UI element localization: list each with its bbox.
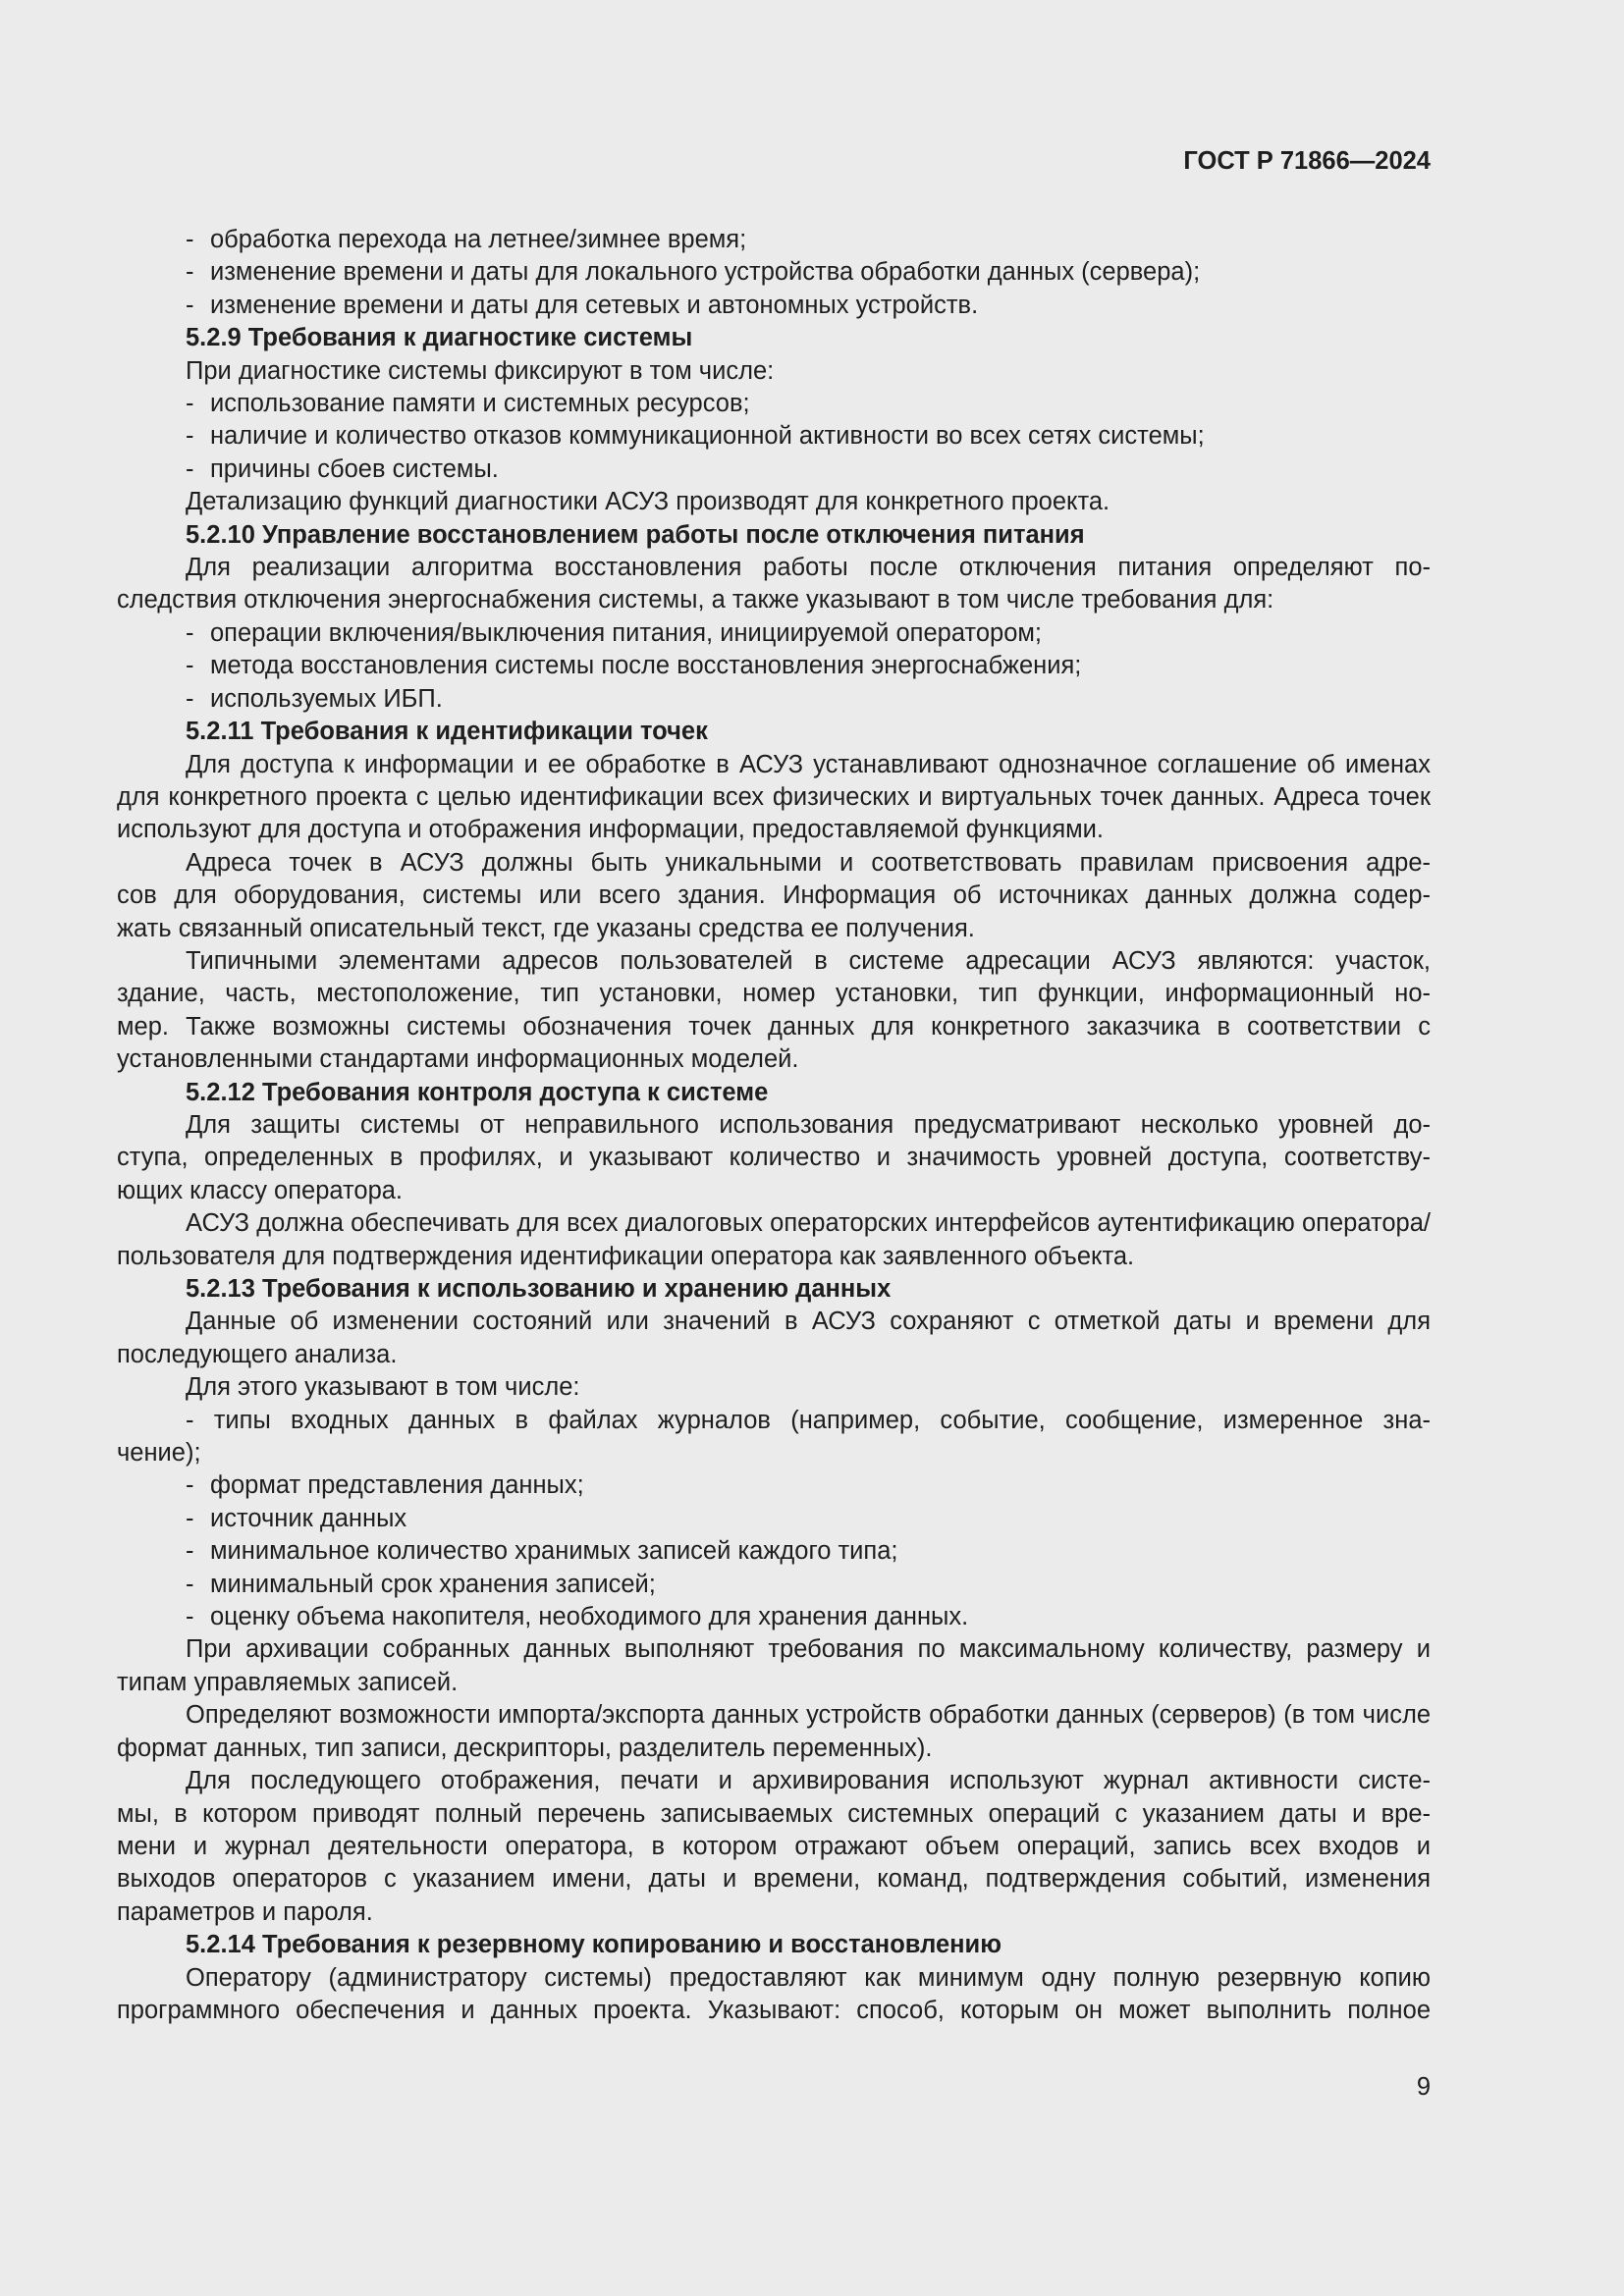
paragraph-line: - типы входных данных в файлах журналов (например, событие, сообщение, измеренное зна- — [186, 1406, 1431, 1434]
list-item: - обработка перехода на летнее/зимнее время; — [186, 226, 747, 253]
paragraph-line: жать связанный описательный текст, где указаны средства ее получения. — [117, 914, 975, 942]
page-number: 9 — [1416, 2073, 1431, 2101]
section-heading: 5.2.14 Требования к резервному копированию и восстановлению — [186, 1931, 1002, 1959]
list-item: - использование памяти и системных ресурсов; — [186, 390, 750, 418]
paragraph-line: ющих классу оператора. — [117, 1176, 404, 1204]
document-body — [117, 224, 1431, 2027]
paragraph-line: Типичными элементами адресов пользователей в системе адресации АСУЗ являются: участок, — [186, 946, 1431, 975]
paragraph-line: мер. Также возможны системы обозначения точек данных для конкретного заказчика в соответствии с установленными стандартами информационных моделей. — [117, 1012, 1431, 1074]
paragraph-line: параметров и пароля. — [117, 1897, 373, 1926]
list-item: - используемых ИБП. — [186, 684, 443, 713]
paragraph-line: выходов операторов с указанием имени, даты и времени, команд, подтверждения событий, изменения — [117, 1865, 1431, 1894]
paragraph-line: Адреса точек в АСУЗ должны быть уникальными и соответствовать правилам присвоения адре- — [186, 848, 1431, 877]
paragraph-line: ступа, определенных в профилях, и указывают количество и значимость уровней доступа, соответству- — [117, 1144, 1431, 1172]
paragraph-line: Оператору (администратору системы) предоставляют как минимум одну полную резервную копию — [186, 1963, 1431, 1992]
paragraph-line: Для реализации алгоритма восстановления работы после отключения питания определяют по- — [186, 554, 1431, 582]
paragraph-line: чение); — [117, 1439, 201, 1468]
list-item: - минимальный срок хранения записей; — [186, 1570, 656, 1598]
paragraph: Для этого указывают в том числе: — [186, 1373, 580, 1402]
paragraph-line: следствия отключения энергоснабжения системы, а также указывают в том числе требования для: — [117, 586, 1274, 614]
list-item: - изменение времени и даты для сетевых и автономных устройств. — [186, 291, 979, 319]
paragraph: При диагностике системы фиксируют в том числе: — [186, 356, 775, 385]
paragraph: Детализацию функций диагностики АСУЗ производят для конкретного проекта. — [186, 488, 1110, 516]
paragraph-line: сов для оборудования, системы или всего здания. Информация об источниках данных должна содер- — [117, 881, 1431, 910]
section-heading: 5.2.12 Требования контроля доступа к системе — [186, 1078, 769, 1106]
paragraph: При архивации собранных данных выполняют требования по максимальному количеству, размеру и типам управляемых записей. — [117, 1635, 1431, 1696]
paragraph: Определяют возможности импорта/экспорта данных устройств обработки данных (серверов) (в том числе формат данных, тип записи, дескрипторы, разделитель переменных). — [117, 1701, 1431, 1762]
paragraph: Для доступа к информации и ее обработке в АСУЗ устанавливают однозначное соглашение об именах для конкретного проекта с целью идентификации всех физических и виртуальных точек данных. Адреса точек используют для доступа и отображения информации, предоставляемой функциями. — [117, 750, 1431, 844]
list-item: - изменение времени и даты для локального устройства обработки данных (сервера); — [186, 258, 1201, 287]
list-item: - источник данных — [186, 1504, 407, 1532]
section-heading: 5.2.11 Требования к идентификации точек — [186, 718, 708, 746]
list-item: - наличие и количество отказов коммуникационной активности во всех сетях системы; — [186, 422, 1205, 451]
list-item: - оценку объема накопителя, необходимого для хранения данных. — [186, 1603, 969, 1631]
paragraph-line: здание, часть, местоположение, тип установки, номер установки, тип функции, информационный но- — [117, 980, 1431, 1008]
paragraph-line: мени и журнал деятельности оператора, в котором отражают объем операций, запись всех входов и — [117, 1832, 1431, 1860]
paragraph-line: Для последующего отображения, печати и архивирования используют журнал активности систе- — [186, 1767, 1431, 1795]
list-item: - операции включения/выключения питания, инициируемой оператором; — [186, 618, 1042, 647]
paragraph-line: программного обеспечения и данных проекта. Указывают: способ, которым он может выполнить полное — [117, 1996, 1431, 2024]
section-heading: 5.2.9 Требования к диагностике системы — [186, 324, 693, 352]
list-item: - причины сбоев системы. — [186, 454, 499, 483]
list-item: - формат представления данных; — [186, 1471, 584, 1500]
page-header-standard: ГОСТ Р 71866—2024 — [1183, 147, 1431, 175]
paragraph-line: Для защиты системы от неправильного использования предусматривают несколько уровней до- — [186, 1110, 1431, 1139]
list-item: - минимальное количество хранимых записей каждого типа; — [186, 1537, 898, 1566]
paragraph-line: мы, в котором приводят полный перечень записываемых системных операций с указанием даты и вре- — [117, 1799, 1431, 1828]
section-heading: 5.2.13 Требования к использованию и хранению данных — [186, 1275, 892, 1303]
section-heading: 5.2.10 Управление восстановлением работы после отключения питания — [186, 520, 1085, 549]
paragraph: Данные об изменении состояний или значений в АСУЗ сохраняют с отметкой даты и времени для последующего анализа. — [117, 1308, 1431, 1368]
list-item: - метода восстановления системы после восстановления энергоснабжения; — [186, 652, 1082, 680]
paragraph: АСУЗ должна обеспечивать для всех диалоговых операторских интерфейсов аутентификацию оператора/пользователя для подтверждения идентификации оператора как заявленного объекта. — [117, 1209, 1431, 1270]
